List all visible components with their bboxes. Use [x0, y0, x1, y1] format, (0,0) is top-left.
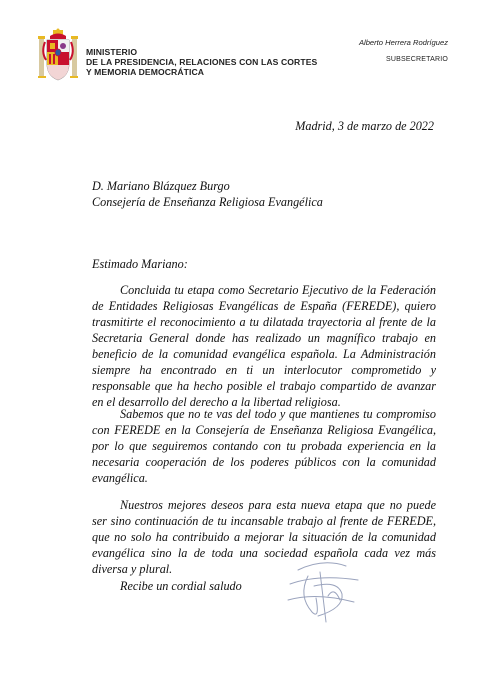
- spain-coat-of-arms-icon: [36, 28, 80, 84]
- sender-name: Alberto Herrera Rodríguez: [358, 38, 448, 47]
- recipient-name: D. Mariano Blázquez Burgo: [92, 179, 230, 193]
- ministry-line: MINISTERIO: [86, 47, 138, 57]
- closing: Recibe un cordial saludo: [120, 579, 242, 593]
- ministry-name: [86, 47, 326, 77]
- sender-role: SUBSECRETARIO: [386, 56, 448, 63]
- recipient-block: [92, 178, 323, 210]
- handwritten-signature: [268, 556, 378, 626]
- body-paragraph: Sabemos que no te vas del todo y que mantienes tu compromiso con FEREDE en la Consejería de Enseñanza Religiosa Evangélica, por lo que seguiremos contando con tu probada experiencia en la necesaria cooperación de los poderes públicos con la comunidad evangélica.: [92, 407, 436, 485]
- greeting: Estimado Mariano:: [92, 257, 188, 271]
- ministry-line: DE LA PRESIDENCIA, RELACIONES CON LAS CORTES: [86, 57, 318, 67]
- letter-date: Madrid, 3 de marzo de 2022: [295, 119, 434, 133]
- ministry-line: Y MEMORIA DEMOCRÁTICA: [86, 67, 205, 77]
- recipient-organization: Consejería de Enseñanza Religiosa Evangélica: [92, 195, 323, 209]
- body-paragraph: Concluida tu etapa como Secretario Ejecutivo de la Federación de Entidades Religiosas Evangélicas de España (FEREDE), quiero trasmitirte el reconocimiento a tu dilatada trayectoria al frente de la Secretaria General donde has realizado un magnífico trabajo en beneficio de la comunidad evangélica española. La Administración siempre ha encontrado en ti un interlocutor comprometido y responsable que ha hecho posible el trabajo compartido de avanzar en el desarrollo del derecho a la libertad religiosa.: [92, 283, 436, 409]
- body-paragraph: Nuestros mejores deseos para esta nueva etapa que no puede ser sino continuación de tu incansable trabajo al frente de FEREDE, que no solo ha contribuido a mejorar la situación de la comunidad evangélica sino la de toda una sociedad española cada vez más diversa y plural.: [92, 498, 436, 576]
